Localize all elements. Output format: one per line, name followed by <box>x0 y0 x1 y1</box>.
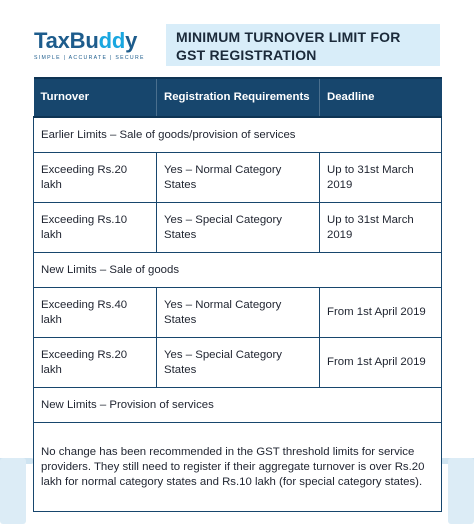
table-row <box>34 288 442 338</box>
section-row-new-limits-goods <box>34 253 442 288</box>
note-row <box>34 423 442 512</box>
logo-tagline: SIMPLE | ACCURATE | SECURE <box>34 55 145 61</box>
deadline-cell: Up to 31st March 2019 <box>320 153 442 203</box>
decor-column-left <box>0 458 26 524</box>
turnover-cell: Exceeding Rs.20 lakh <box>34 153 157 203</box>
section-label: Earlier Limits – Sale of goods/provision of services <box>34 117 442 153</box>
deadline-cell: Up to 31st March 2019 <box>320 203 442 253</box>
turnover-cell: Exceeding Rs.20 lakh <box>34 338 157 388</box>
requirement-cell: Yes – Normal Category States <box>157 288 320 338</box>
table-row <box>34 338 442 388</box>
column-header-turnover: Turnover <box>34 78 157 117</box>
taxbuddy-logo <box>34 28 145 64</box>
services-note: No change has been recommended in the GST threshold limits for service providers. They still need to register if their aggregate turnover is over Rs.20 lakh for normal category states and Rs.10 lakh (for special category states). <box>34 423 442 512</box>
decor-column-right <box>448 458 474 524</box>
table-row <box>34 153 442 203</box>
column-header-deadline: Deadline <box>320 78 442 117</box>
table-header-row <box>34 78 442 117</box>
section-row-earlier-limits <box>34 117 442 153</box>
section-label: New Limits – Provision of services <box>34 388 442 423</box>
requirement-cell: Yes – Special Category States <box>157 338 320 388</box>
turnover-cell: Exceeding Rs.40 lakh <box>34 288 157 338</box>
gst-limit-table <box>33 77 442 512</box>
requirement-cell: Yes – Normal Category States <box>157 153 320 203</box>
section-row-new-limits-services <box>34 388 442 423</box>
page-title: MINIMUM TURNOVER LIMIT FOR GST REGISTRATION <box>166 24 440 66</box>
deadline-cell: From 1st April 2019 <box>320 288 442 338</box>
turnover-cell: Exceeding Rs.10 lakh <box>34 203 157 253</box>
deadline-cell: From 1st April 2019 <box>320 338 442 388</box>
logo-wordmark: TaxBuddy <box>34 28 138 53</box>
requirement-cell: Yes – Special Category States <box>157 203 320 253</box>
section-label: New Limits – Sale of goods <box>34 253 442 288</box>
column-header-requirements: Registration Requirements <box>157 78 320 117</box>
table-row <box>34 203 442 253</box>
